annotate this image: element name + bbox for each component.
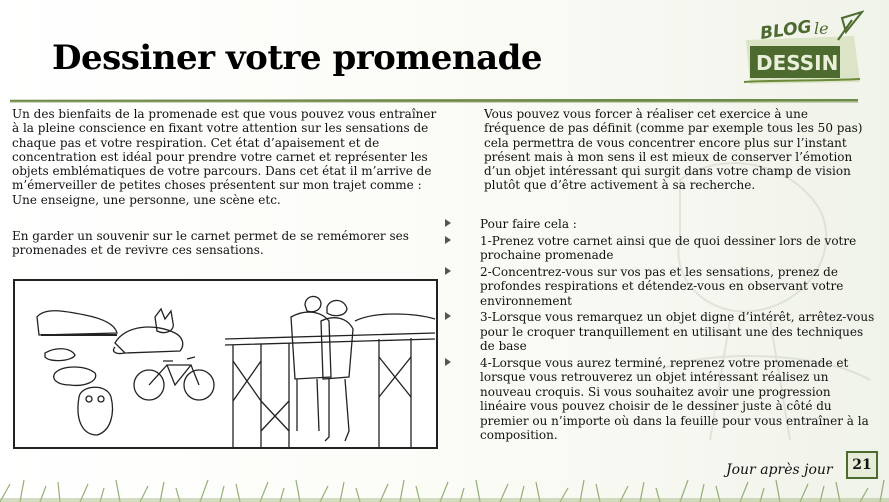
steps-list xyxy=(445,217,875,445)
bullet-arrow-icon xyxy=(445,267,451,275)
bullet-arrow-icon xyxy=(445,358,451,366)
footer-caption: Jour après jour xyxy=(726,462,833,478)
logo-dessin-text: DESSIN xyxy=(756,51,839,75)
list-item: 4-Lorsque vous aurez terminé, reprenez votre promenade et lorsque vous retrouverez un objet intéressant réalisez un nouveau croquis. Si vous souhaitez avoir une progression linéaire vous pouvez choisir de le dessiner juste à côté du premier ou n’importe où dans la feuille pour vous entraîner à la composition. xyxy=(445,356,875,443)
page-title: Dessiner votre promenade xyxy=(52,38,543,78)
list-item: 1-Prenez votre carnet ainsi que de quoi dessiner lors de votre prochaine promenade xyxy=(445,234,875,263)
logo-blog-text: BLOG xyxy=(758,16,813,44)
left-paragraph-2: En garder un souvenir sur le carnet permet de se remémorer ses promenades et de revivre ces sensations. xyxy=(12,229,409,258)
bullet-arrow-icon xyxy=(445,312,451,320)
bullet-arrow-icon xyxy=(445,219,451,227)
logo-pencil-icon xyxy=(838,12,862,40)
right-column xyxy=(484,107,866,193)
page-number: 21 xyxy=(846,451,878,479)
left-column xyxy=(12,107,442,258)
logo-le-text: le xyxy=(814,19,829,38)
list-item: Pour faire cela : xyxy=(445,217,875,232)
bullet-arrow-icon xyxy=(445,236,451,244)
list-item: 2-Concentrez-vous sur vos pas et les sensations, prenez de profondes respirations et détendez-vous en observant votre environnement xyxy=(445,265,875,309)
blog-logo xyxy=(742,10,864,86)
right-paragraph-1: Vous pouvez vous forcer à réaliser cet exercice à une fréquence de pas définit (comme par exemple tous les 50 pas) cela permettra de vous concentrer encore plus sur l’instant présent mais à mon sens il est mieux de conserver l’émotion d’un objet intéressant qui surgit dans votre champ de vision plutôt que d’être activement à sa recherche. xyxy=(484,107,863,193)
left-paragraph-1: Un des bienfaits de la promenade est que vous pouvez vous entraîner à la pleine conscience en fixant votre attention sur les sensations de chaque pas et votre respiration. Cet état d’apaisement et de concentration est idéal pour prendre votre carnet et représenter les objets emblématiques de votre parcours. Dans cet état il m’arrive de m’émerveiller de petites choses présentent sur mon trajet comme : Une enseigne, une personne, une scène etc. xyxy=(12,107,437,207)
title-underline xyxy=(10,99,858,103)
sketch-illustration xyxy=(13,279,438,449)
grass-decoration xyxy=(0,478,889,502)
list-item: 3-Lorsque vous remarquez un objet digne d’intérêt, arrêtez-vous pour le croquer tranquillement en utilisant une des techniques de base xyxy=(445,310,875,354)
